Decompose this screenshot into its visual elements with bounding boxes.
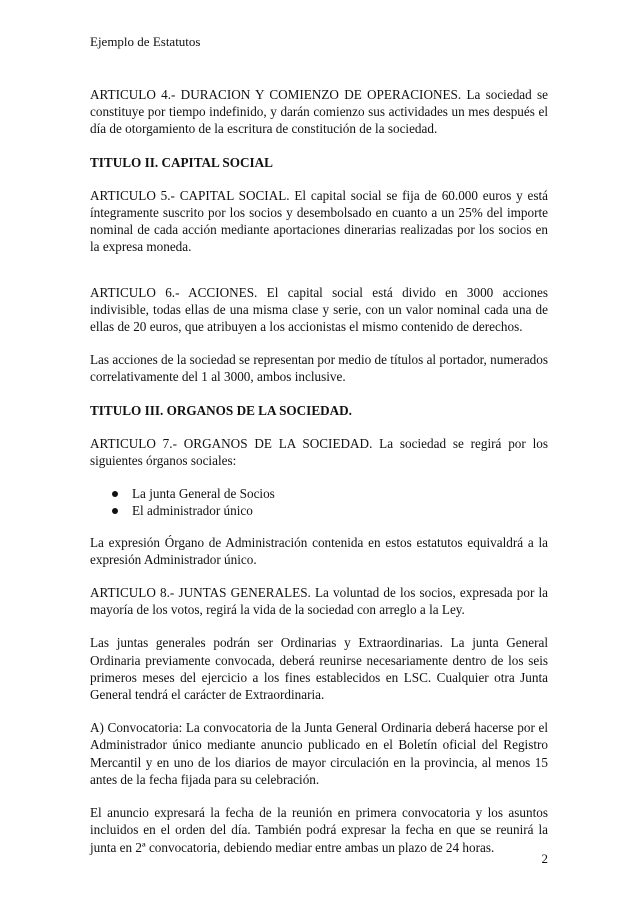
article-8: ARTICULO 8.- JUNTAS GENERALES. La voluntad de los socios, expresada por la mayoría de los votos, regirá la vida de la sociedad con arreglo a la Ley. (90, 585, 548, 618)
list-item (120, 485, 548, 502)
document-body (90, 86, 548, 872)
list-item-text: El administrador único (132, 503, 253, 519)
page-header: Ejemplo de Estatutos (90, 34, 201, 49)
juntas-paragraph: Las juntas generales podrán ser Ordinarias y Extraordinarias. La junta General Ordinaria previamente convocada, deberá reunirse necesariamente dentro de los seis primeros meses del ejercicio a los fines establecidos en LSC. Cualquier otra Junta General tendrá el carácter de Extraordinaria. (90, 635, 548, 703)
expresion-paragraph: La expresión Órgano de Administración contenida en estos estatutos equivaldrá a la expresión Administrador único. (90, 534, 548, 567)
article-6: ARTICULO 6.- ACCIONES. El capital social está divido en 3000 acciones indivisible, todas ellas de una misma clase y serie, con un valor nominal cada una de ellas de 20 euros, que atribuyen a los accionistas el mismo contenido de derechos. (90, 284, 548, 335)
bullet-icon (112, 508, 118, 514)
title-2: TITULO II. CAPITAL SOCIAL (90, 154, 273, 170)
article-7: ARTICULO 7.- ORGANOS DE LA SOCIEDAD. La sociedad se regirá por los siguientes órganos sociales: (90, 435, 548, 469)
bullet-icon (112, 491, 118, 497)
article-4: ARTICULO 4.- DURACION Y COMIENZO DE OPERACIONES. La sociedad se constituye por tiempo indefinido, y darán comienzo sus actividades un mes después el día de otorgamiento de la escritura de constitución de la sociedad. (90, 87, 548, 137)
list-item-text: La junta General de Socios (132, 486, 275, 502)
list-item (120, 502, 548, 519)
article-5: ARTICULO 5.- CAPITAL SOCIAL. El capital social se fija de 60.000 euros y está íntegramente suscrito por los socios y desembolsado en cuanto a un 25% del importe nominal de cada acción mediante aportaciones dinerarias realizadas por los socios en la expresa moneda. (90, 187, 548, 255)
title-3: TITULO III. ORGANOS DE LA SOCIEDAD. (90, 402, 352, 418)
anuncio-paragraph: El anuncio expresará la fecha de la reunión en primera convocatoria y los asuntos incluidos en el orden del día. También podrá expresar la fecha en que se reunirá la junta en 2ª convocatoria, debiendo mediar entre ambas un plazo de 24 horas. (90, 805, 548, 855)
convocatoria-paragraph: A) Convocatoria: La convocatoria de la Junta General Ordinaria deberá hacerse por el Administrador único mediante anuncio publicado en el Boletín oficial del Registro Mercantil y en uno de los diarios de mayor circulación en la provincia, al menos 15 antes de la fecha fijada para su celebración. (90, 720, 548, 787)
acciones-titulos-paragraph: Las acciones de la sociedad se representan por medio de títulos al portador, numerados correlativamente del 1 al 3000, ambos inclusive. (90, 352, 548, 385)
organos-list (90, 485, 548, 519)
page-number: 2 (541, 851, 548, 866)
